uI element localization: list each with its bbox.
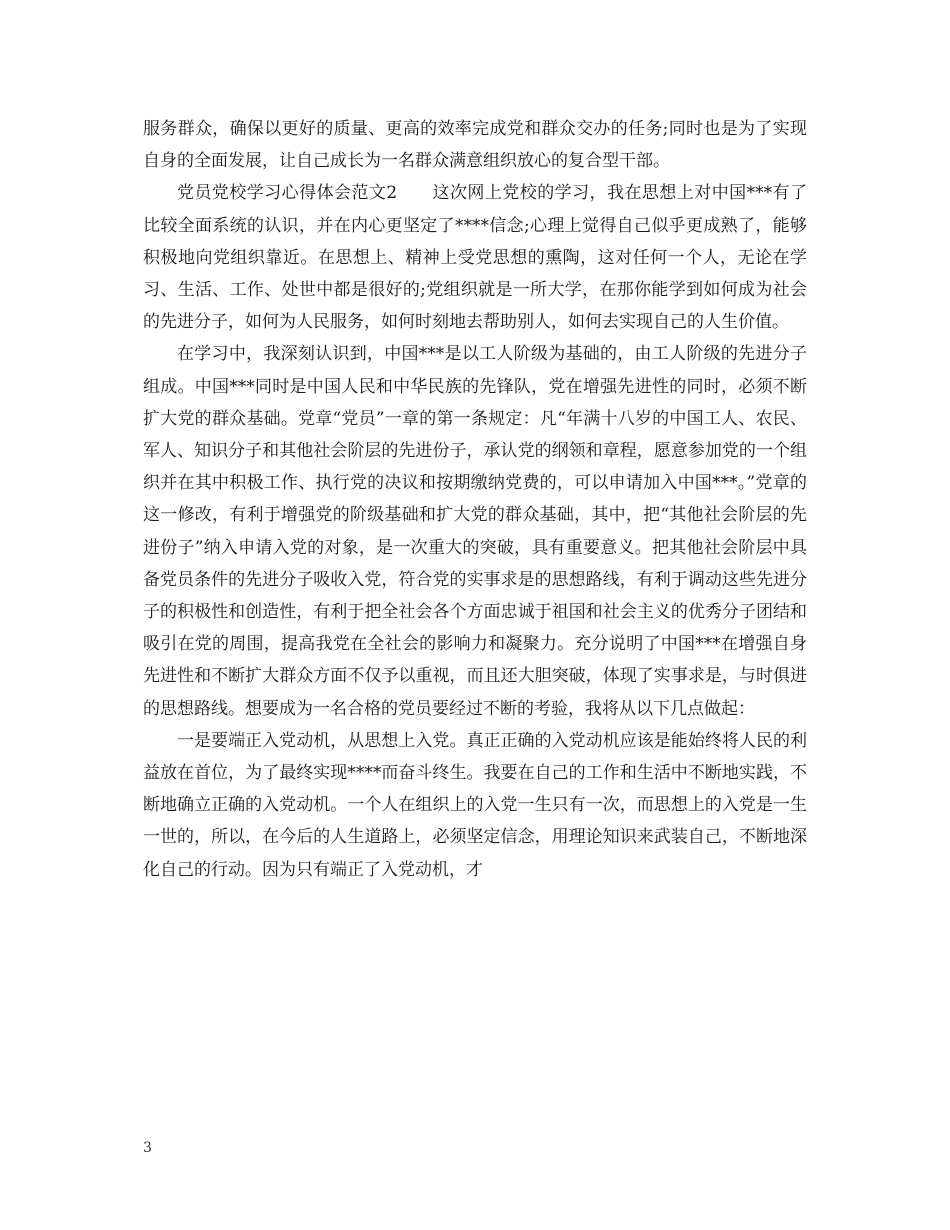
paragraph-point-one: 一是要端正入党动机，从思想上入党。真正正确的入党动机应该是能始终将人民的利益放在首位，为了最终实现****而奋斗终生。我要在自己的工作和生活中不断地实践，不断地确立正确的入党动机。一个人在组织上的入党一生只有一次，而思想上的入党是一生一世的，所以，在今后的人生道路上，必须坚定信念，用理论知识来武装自己，不断地深化自己的行动。因为只有端正了入党动机，才 — [143, 730, 807, 880]
paragraph-essay-2-intro: 党员党校学习心得体会范文2 这次网上党校的学习，我在思想上对中国***有了比较全面系统的认识，并在内心更坚定了****信念;心理上觉得自己似乎更成熟了，能够积极地向党组织靠近。在思想上、精神上受党思想的熏陶，这对任何一个人，无论在学习、生活、工作、处世中都是很好的;党组织就是一所大学，在那你能学到如何成为社会的先进分子，如何为人民服务，如何时刻地去帮助别人，如何去实现自己的人生价值。 — [143, 183, 807, 333]
page-number: 3 — [143, 1140, 152, 1156]
paragraph-continuation: 服务群众，确保以更好的质量、更高的效率完成党和群众交办的任务;同时也是为了实现自身的全面发展，让自己成长为一名群众满意组织放心的复合型干部。 — [143, 119, 807, 172]
body-text — [143, 113, 807, 886]
paragraph-learning: 在学习中，我深刻认识到，中国***是以工人阶级为基础的，由工人阶级的先进分子组成。中国***同时是中国人民和中华民族的先锋队，党在增强先进性的同时，必须不断扩大党的群众基础。党章“党员”一章的第一条规定：凡“年满十八岁的中国工人、农民、军人、知识分子和其他社会阶层的先进份子，承认党的纲领和章程，愿意参加党的一个组织并在其中积极工作、执行党的决议和按期缴纳党费的，可以申请加入中国***。”党章的这一修改，有利于增强党的阶级基础和扩大党的群众基础，其中，把“其他社会阶层的先进份子”纳入申请入党的对象，是一次重大的突破，具有重要意义。把其他社会阶层中具备党员条件的先进分子吸收入党，符合党的实事求是的思想路线，有利于调动这些先进分子的积极性和创造性，有利于把全社会各个方面忠诚于祖国和社会主义的优秀分子团结和吸引在党的周围，提高我党在全社会的影响力和凝聚力。充分说明了中国***在增强自身先进性和不断扩大群众方面不仅予以重视，而且还大胆突破，体现了实事求是，与时俱进的思想路线。想要成为一名合格的党员要经过不断的考验，我将从以下几点做起： — [143, 344, 807, 719]
